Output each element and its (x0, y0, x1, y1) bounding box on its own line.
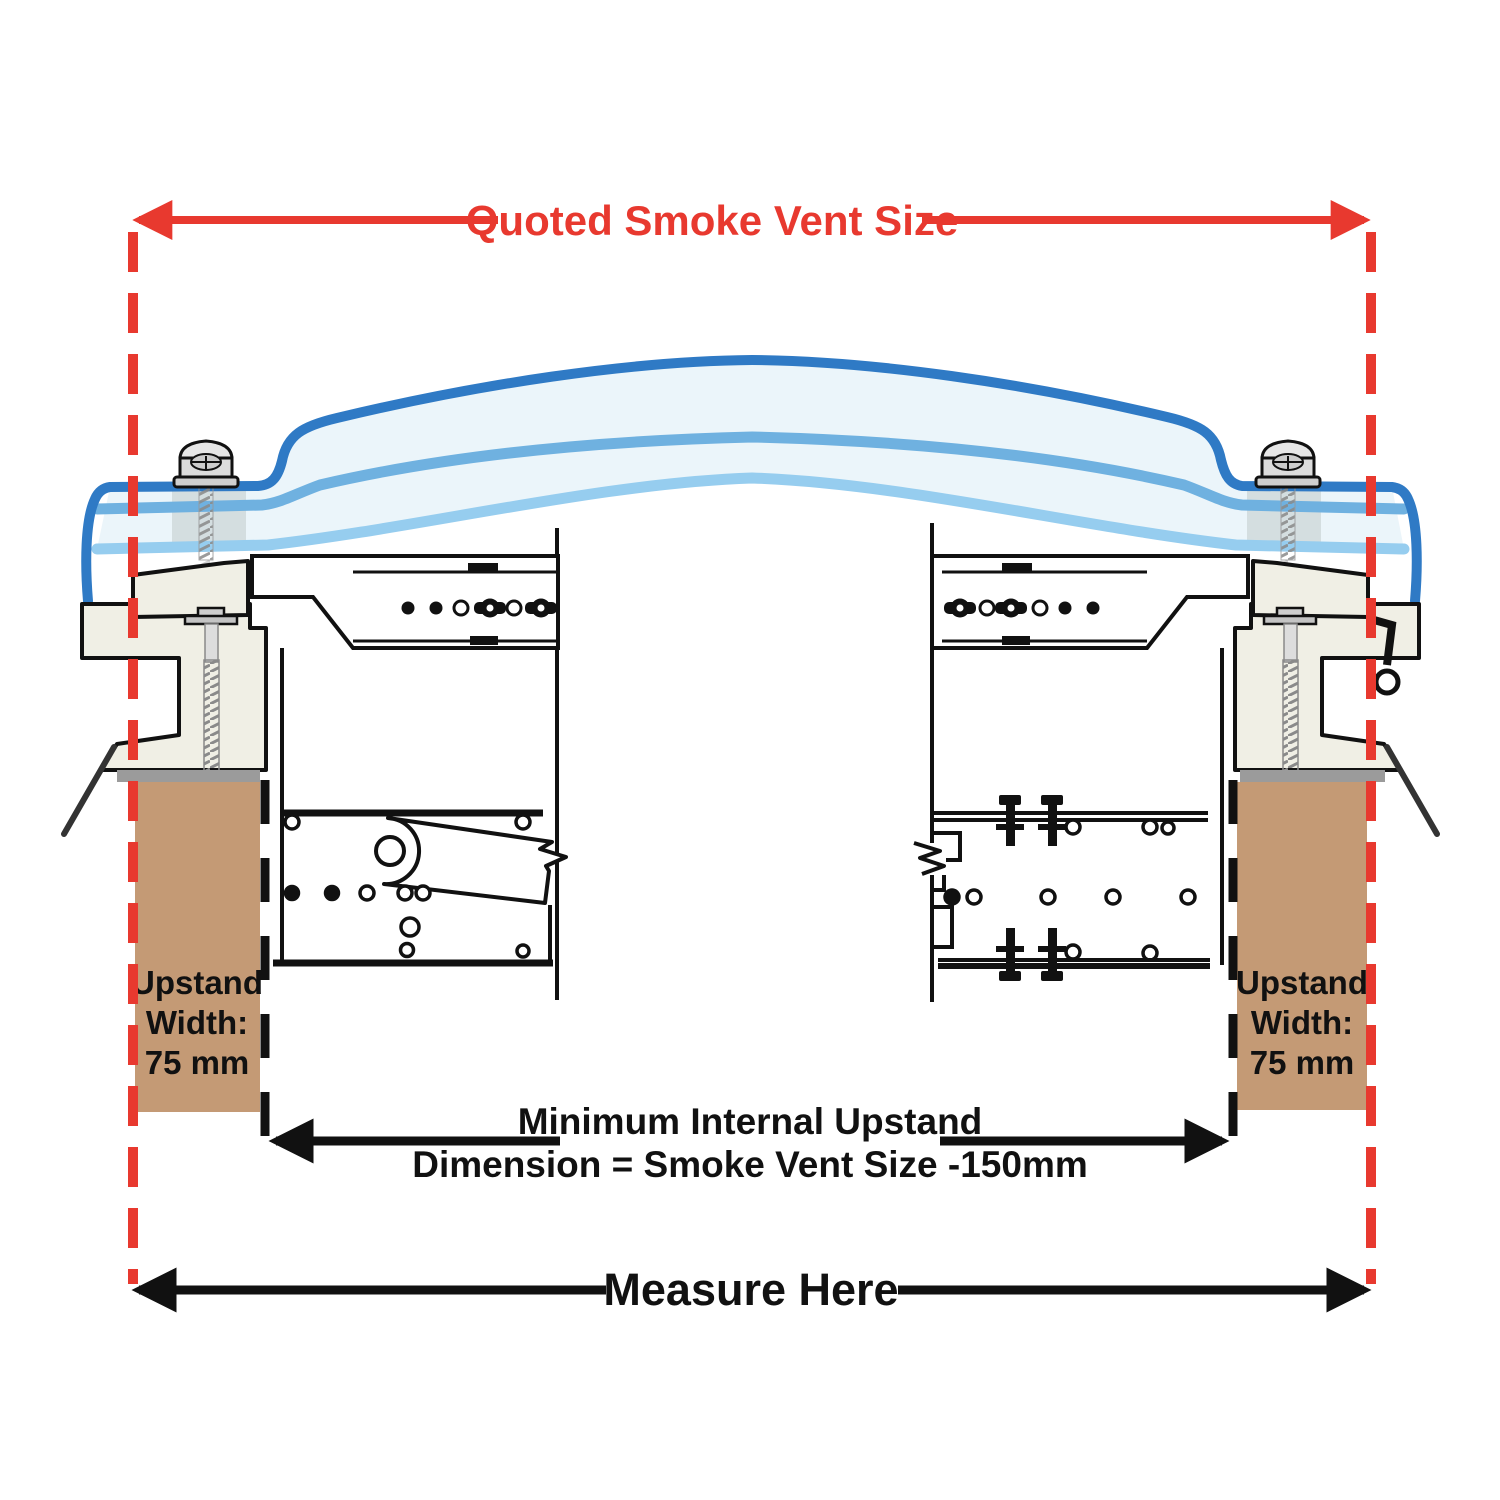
left-lid-frame (133, 561, 248, 617)
measure-here-dimension (139, 1263, 1364, 1315)
dome-glass-fill (97, 360, 1404, 549)
left-roof-flashing (64, 747, 114, 834)
right-plate-bolts-lower (996, 928, 1066, 981)
hinge-pin-ring (1376, 671, 1398, 693)
upstand-left-label-line3: 75 mm (144, 1044, 250, 1081)
channel-tab (1002, 636, 1030, 645)
channel-tab (468, 563, 498, 573)
left-kerb-body (82, 604, 266, 770)
upstand-right-label-line2: Width: (1250, 1004, 1354, 1041)
right-plate-hook-lower (932, 907, 952, 947)
right-gasket-strip (1240, 770, 1385, 782)
hinge-pivot-hole (376, 837, 404, 865)
internal-dimension-label-line2: Dimension = Smoke Vent Size -150mm (412, 1144, 1088, 1185)
right-plate-holes (945, 820, 1195, 960)
upstand-left-label-line2: Width: (145, 1004, 249, 1041)
channel-tab (1002, 563, 1032, 573)
upstand-right-label-line1: Upstand (1236, 964, 1368, 1001)
internal-dimension (265, 780, 1233, 1185)
measure-here-label: Measure Here (603, 1264, 899, 1315)
quoted-size-label: Quoted Smoke Vent Size (465, 197, 959, 244)
internal-dimension-label-line1: Minimum Internal Upstand (517, 1101, 983, 1142)
upstand-left-label-line1: Upstand (131, 964, 263, 1001)
left-gasket-strip (117, 770, 260, 782)
upstand-right-label-line3: 75 mm (1249, 1044, 1355, 1081)
right-top-channel (932, 556, 1248, 648)
right-roof-flashing (1387, 747, 1437, 834)
right-lid-frame (1253, 561, 1368, 617)
channel-tab (470, 636, 498, 645)
